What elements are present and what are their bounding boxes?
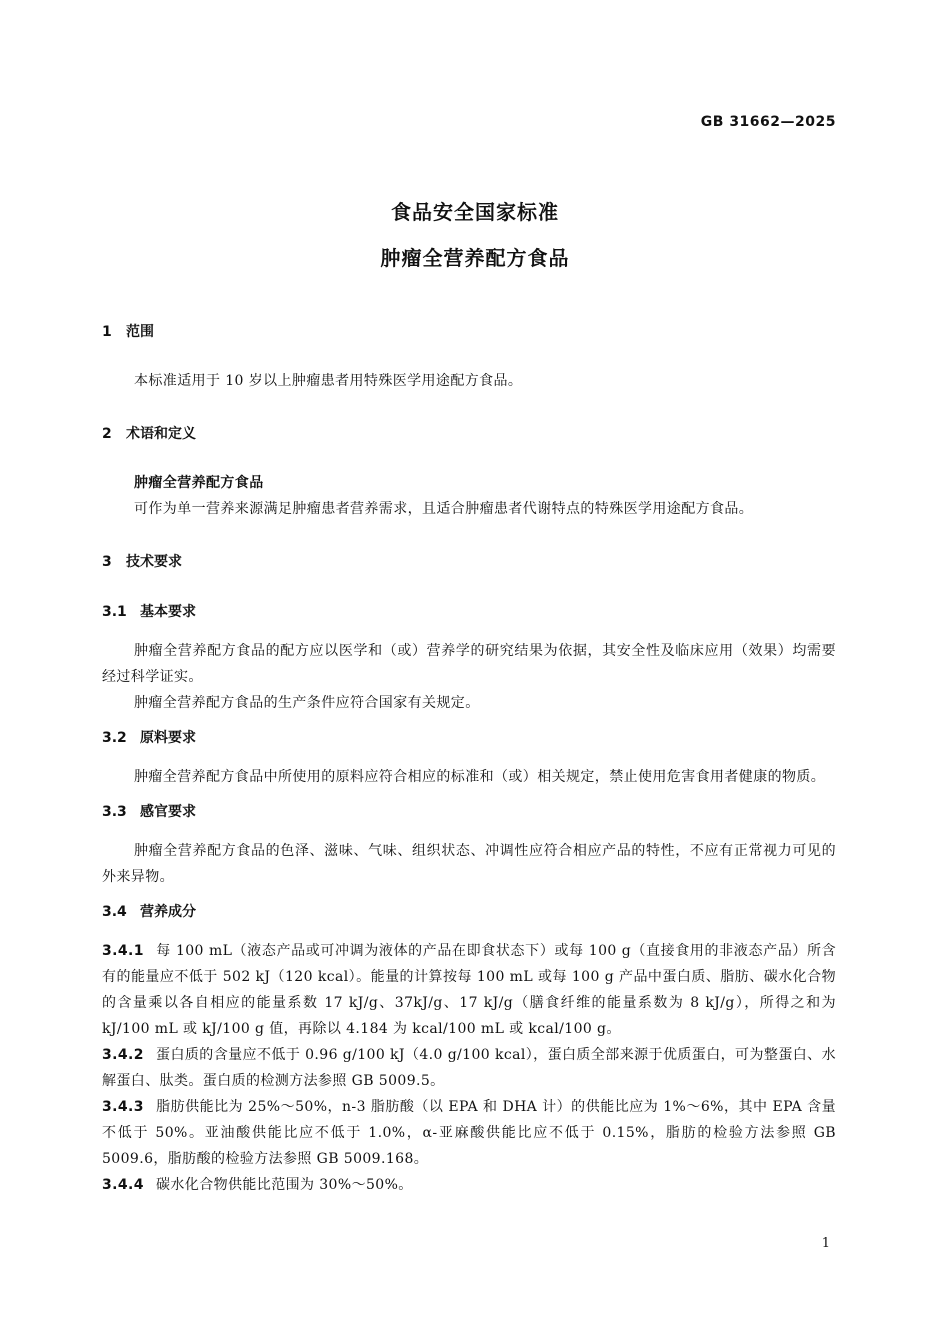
clause-3-4-3 <box>102 1094 836 1172</box>
section-title: 原料要求 <box>140 730 196 746</box>
section-title: 感官要求 <box>140 804 196 820</box>
paragraph: 肿瘤全营养配方食品的色泽、滋味、气味、组织状态、冲调性应符合相应产品的特性，不应有正常视力可见的外来异物。 <box>102 843 836 885</box>
paragraph: 肿瘤全营养配方食品中所使用的原料应符合相应的标准和（或）相关规定，禁止使用危害食用者健康的物质。 <box>134 769 826 785</box>
term-definition: 可作为单一营养来源满足肿瘤患者营养需求，且适合肿瘤患者代谢特点的特殊医学用途配方食品。 <box>134 501 754 517</box>
clause-number: 3.4.3 <box>102 1099 144 1115</box>
section-number: 3.3 <box>102 804 127 820</box>
section-heading-3-2 <box>102 724 836 752</box>
clause-text: 每 100 mL（液态产品或可冲调为液体的产品在即食状态下）或每 100 g（直接食用的非液态产品）所含有的能量应不低于 502 kJ（120 kcal）。能量的计算按每 100 mL 或每 100 g 产品中蛋白质、脂肪、碳水化合物的含量乘以各自相应的能量系数 17 kJ/g、37kJ/g、17 kJ/g（膳食纤维的能量系数为 8 kJ/g），所得之和为 kJ/100 mL 或 kJ/100 g 值，再除以 4.184 为 kcal/100 mL 或 kcal/100 g。 <box>102 943 836 1037</box>
section-heading-1 <box>102 318 836 346</box>
clause-number: 3.4.1 <box>102 943 144 959</box>
page-number: 1 <box>821 1236 830 1251</box>
clause-text: 脂肪供能比为 25%～50%，n-3 脂肪酸（以 EPA 和 DHA 计）的供能比应为 1%～6%，其中 EPA 含量不低于 50%。亚油酸供能比应不低于 1.0%，α-亚麻酸供能比应不低于 0.15%，脂肪的检验方法参照 GB 5009.6，脂肪酸的检验方法参照 GB 5009.168。 <box>102 1099 836 1167</box>
term-name: 肿瘤全营养配方食品 <box>134 475 264 491</box>
section-heading-3 <box>102 548 836 576</box>
section-number: 3.2 <box>102 730 127 746</box>
section-number: 3.1 <box>102 604 127 620</box>
clause-number: 3.4.4 <box>102 1177 144 1193</box>
section-heading-3-4 <box>102 898 836 926</box>
section-number: 1 <box>102 324 112 340</box>
document-title: 食品安全国家标准 <box>391 200 559 224</box>
clause-3-4-4 <box>102 1172 836 1198</box>
section-number: 3.4 <box>102 904 127 920</box>
section-title: 基本要求 <box>140 604 196 620</box>
document-body <box>102 318 836 1198</box>
section-heading-2 <box>102 420 836 448</box>
clause-number: 3.4.2 <box>102 1047 144 1063</box>
section-heading-3-1 <box>102 598 836 626</box>
section-title: 范围 <box>126 324 154 340</box>
section-number: 2 <box>102 426 112 442</box>
scope-paragraph: 本标准适用于 10 岁以上肿瘤患者用特殊医学用途配方食品。 <box>134 373 523 389</box>
paragraph: 肿瘤全营养配方食品的配方应以医学和（或）营养学的研究结果为依据，其安全性及临床应用（效果）均需要经过科学证实。 <box>102 643 836 685</box>
section-title: 术语和定义 <box>126 426 196 442</box>
section-title: 技术要求 <box>126 554 182 570</box>
document-subtitle: 肿瘤全营养配方食品 <box>380 246 570 270</box>
section-title: 营养成分 <box>140 904 196 920</box>
standard-number: GB 31662—2025 <box>700 114 836 130</box>
paragraph: 肿瘤全营养配方食品的生产条件应符合国家有关规定。 <box>134 695 480 711</box>
clause-text: 蛋白质的含量应不低于 0.96 g/100 kJ（4.0 g/100 kcal），蛋白质全部来源于优质蛋白，可为整蛋白、水解蛋白、肽类。蛋白质的检测方法参照 GB 5009.5。 <box>102 1047 836 1089</box>
section-heading-3-3 <box>102 798 836 826</box>
clause-text: 碳水化合物供能比范围为 30%～50%。 <box>156 1177 413 1193</box>
clause-3-4-2 <box>102 1042 836 1094</box>
clause-3-4-1 <box>102 938 836 1042</box>
section-number: 3 <box>102 554 112 570</box>
